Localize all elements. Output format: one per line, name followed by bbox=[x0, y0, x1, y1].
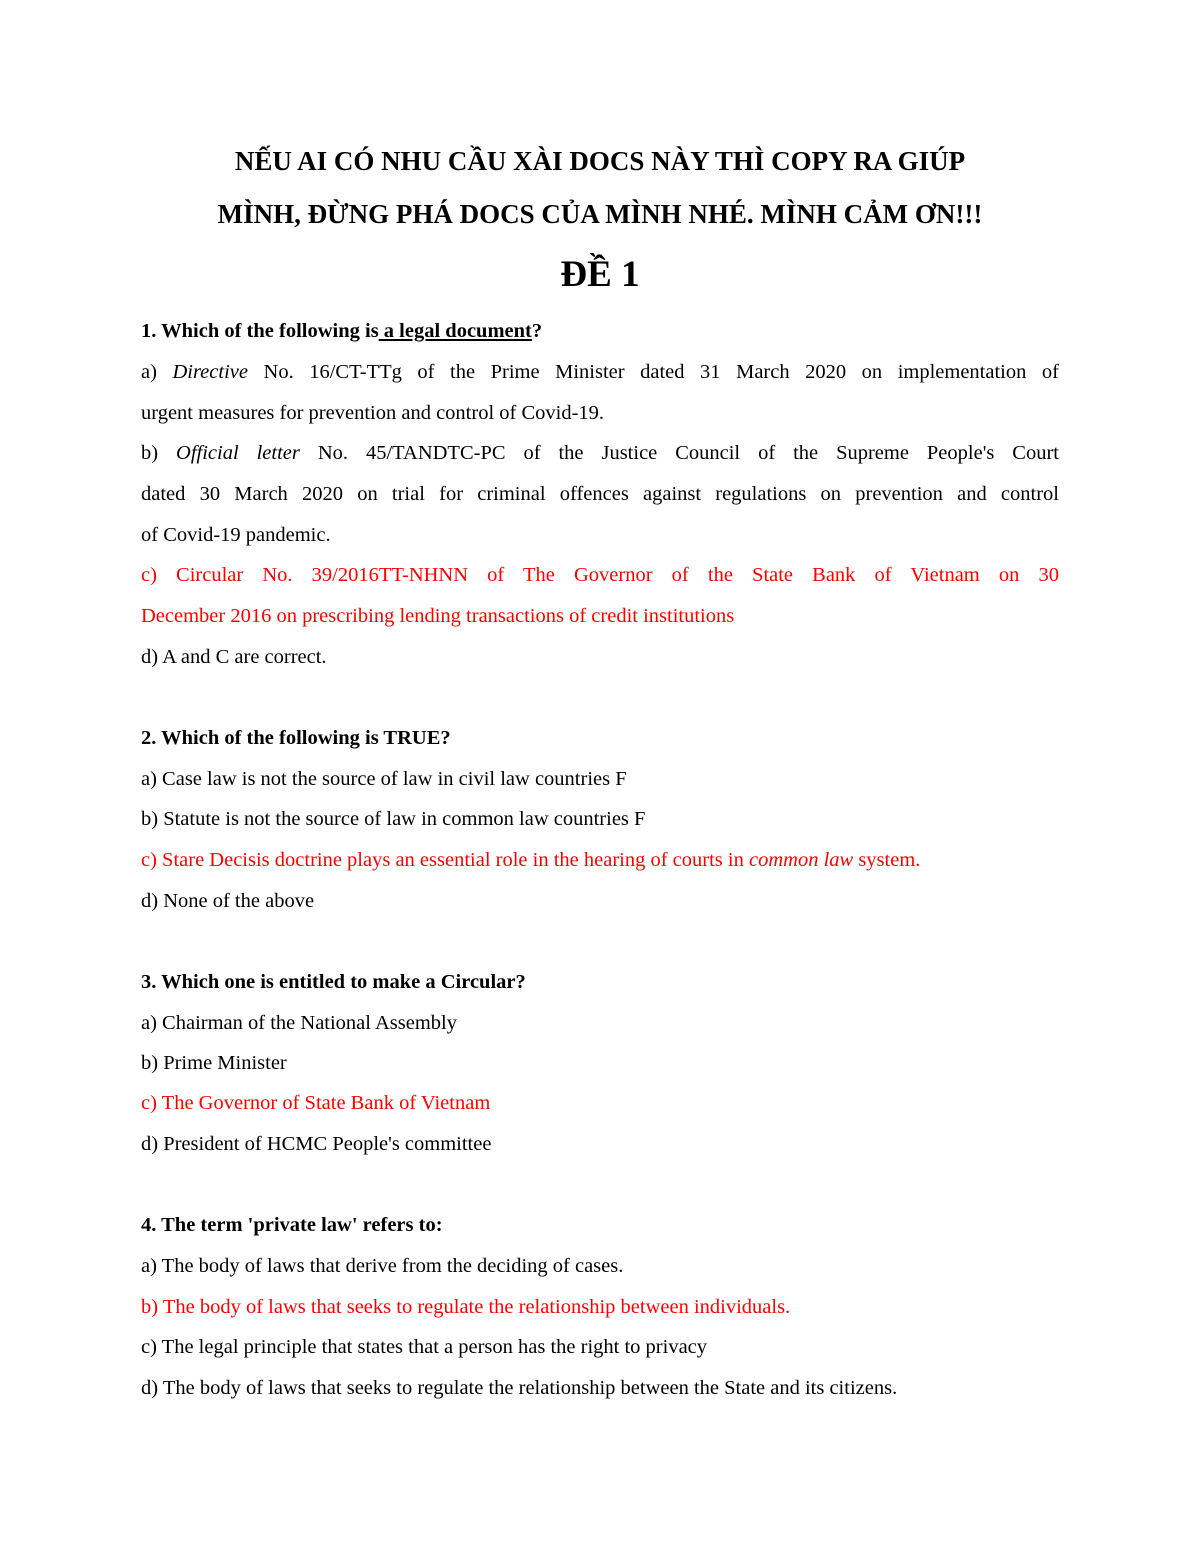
question-1-prompt-suffix: ? bbox=[531, 320, 543, 342]
question-4-option-c: c) The legal principle that states that a person has the right to privacy bbox=[141, 1336, 708, 1358]
question-3-prompt: 3. Which one is entitled to make a Circular? bbox=[141, 971, 526, 993]
option-text: system. bbox=[853, 849, 921, 871]
question-3-option-d: d) President of HCMC People's committee bbox=[141, 1133, 492, 1155]
option-text: c) Stare Decisis doctrine plays an essential role in the hearing of courts in bbox=[141, 849, 749, 871]
question-3-option-c: c) The Governor of State Bank of Vietnam bbox=[141, 1092, 491, 1114]
option-italic-term: Directive bbox=[172, 361, 248, 383]
question-1-option-b-line-1 bbox=[141, 441, 1059, 465]
question-1-option-c-line-1: c) Circular No. 39/2016TT-NHNN of The Governor of the State Bank of Vietnam on 30 bbox=[141, 564, 1059, 586]
question-2-option-c bbox=[141, 848, 1059, 872]
question-1-option-a-line-1 bbox=[141, 360, 1059, 384]
option-text: No. 16/CT-TTg of the Prime Minister dated 31 March 2020 on implementation of bbox=[247, 361, 1059, 383]
option-italic-term: common law bbox=[748, 849, 854, 871]
question-3-option-b: b) Prime Minister bbox=[141, 1052, 287, 1074]
question-4-option-b: b) The body of laws that seeks to regulate the relationship between individuals. bbox=[141, 1296, 791, 1318]
question-4-option-a: a) The body of laws that derive from the deciding of cases. bbox=[141, 1255, 624, 1277]
question-1-option-d: d) A and C are correct. bbox=[141, 646, 327, 668]
question-2-option-a: a) Case law is not the source of law in civil law countries F bbox=[141, 768, 627, 790]
option-label: b) bbox=[141, 442, 177, 464]
question-1-option-b-line-3: of Covid-19 pandemic. bbox=[141, 524, 331, 546]
question-1-prompt-prefix: 1. Which of the following is bbox=[141, 320, 379, 342]
question-2-option-d: d) None of the above bbox=[141, 890, 315, 912]
question-1-option-a-line-2: urgent measures for prevention and control of Covid-19. bbox=[141, 402, 605, 424]
option-italic-term: Official letter bbox=[176, 442, 300, 464]
question-1-prompt bbox=[141, 319, 1059, 343]
exam-title: ĐỀ 1 bbox=[560, 254, 640, 295]
option-text: No. 45/TANDTC-PC of the Justice Council of the Supreme People's Court bbox=[299, 442, 1060, 464]
question-2-prompt: 2. Which of the following is TRUE? bbox=[141, 727, 451, 749]
question-4-prompt: 4. The term 'private law' refers to: bbox=[141, 1214, 443, 1236]
notice-line-1: NẾU AI CÓ NHU CẦU XÀI DOCS NÀY THÌ COPY RA GIÚP bbox=[234, 146, 966, 176]
option-label: a) bbox=[141, 361, 173, 383]
question-4-option-d: d) The body of laws that seeks to regulate the relationship between the State and its citizens. bbox=[141, 1377, 898, 1399]
question-1-option-b-line-2: dated 30 March 2020 on trial for criminal offences against regulations on prevention and control bbox=[141, 483, 1059, 505]
question-1-prompt-underlined: a legal document bbox=[378, 320, 532, 342]
question-3-option-a: a) Chairman of the National Assembly bbox=[141, 1012, 457, 1034]
question-1-option-c-line-2: December 2016 on prescribing lending transactions of credit institutions bbox=[141, 605, 735, 627]
question-2-option-b: b) Statute is not the source of law in common law countries F bbox=[141, 808, 646, 830]
notice-line-2: MÌNH, ĐỪNG PHÁ DOCS CỦA MÌNH NHÉ. MÌNH CẢM ƠN!!! bbox=[217, 199, 983, 229]
